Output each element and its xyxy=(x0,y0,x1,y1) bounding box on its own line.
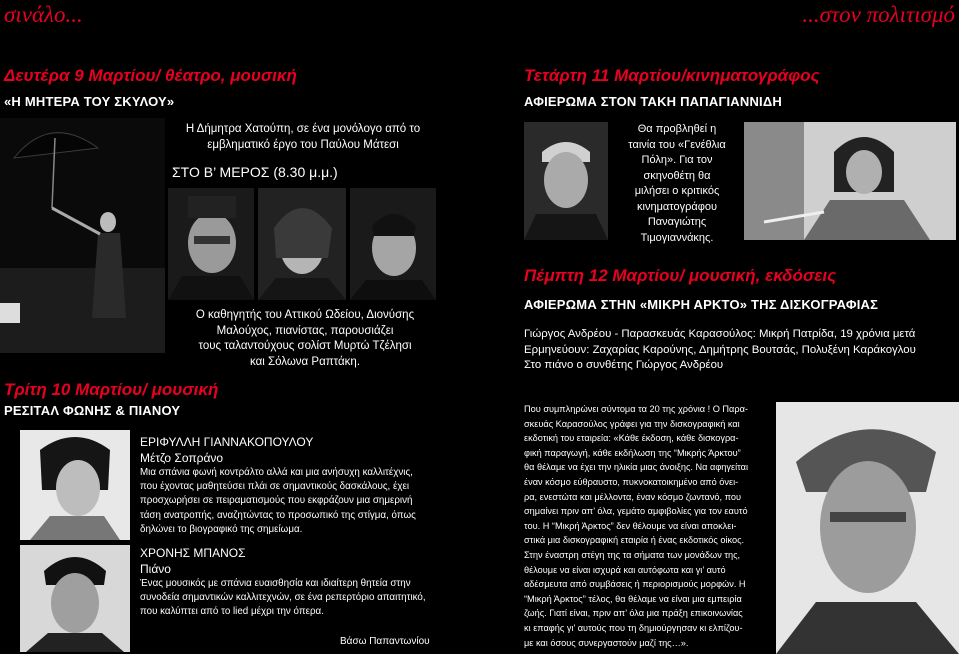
event-desc-monday xyxy=(172,122,434,153)
bio-line: που έχοντας μαθητεύσει πλάι σε σημαντικούς δασκάλους, έχει xyxy=(140,481,410,493)
quote-line: φική παραγωγή, κάθε εκδήλωση της “Μικρής Άρκτου” xyxy=(524,447,741,458)
artist-name: ΧΡΟΝΗΣ ΜΠΑΝΟΣ xyxy=(140,546,246,560)
photo-composer xyxy=(776,402,959,654)
event-heading-tuesday: Τρίτη 10 Μαρτίου/ μουσική xyxy=(4,380,219,399)
credit-line: Ερμηνεύουν: Ζαχαρίας Καρούνης, Δημήτρης Βουτσάς, Πολυξένη Καράκογλου xyxy=(524,343,916,356)
artist-bio xyxy=(140,466,440,537)
bio-line: Ένας μουσικός με σπάνια ευαισθησία και ιδιαίτερη θητεία στην xyxy=(140,578,411,589)
film-description xyxy=(612,122,742,246)
photo-film-still xyxy=(744,122,956,240)
album-credits xyxy=(524,327,916,374)
event-heading-wednesday: Τετάρτη 11 Μαρτίου/κινηματογράφος xyxy=(524,66,820,85)
artist-bio xyxy=(140,577,440,620)
quote-line: έναν κόσμο εύθραυστο, πυκνοκατοικημένο από όνει- xyxy=(524,476,739,487)
quote-line: του. Η “Μικρή Άρκτος” δεν θέλουμε να είναι αποκλει- xyxy=(524,520,737,531)
bio-line: συνοδεία σημαντικών καλλιτεχνών, σε ένα ρεπερτόριο απαιτητικό, xyxy=(140,592,426,604)
part-two-label: ΣΤΟ Β’ ΜΕΡΟΣ (8.30 μ.μ.) xyxy=(172,164,338,180)
desc-line: κινηματογράφου xyxy=(637,200,717,213)
photo-mezzo-soprano xyxy=(20,430,130,540)
soloists-caption xyxy=(172,308,438,370)
photo-pianist xyxy=(168,188,254,300)
desc-line: Πόλη». Για τον xyxy=(641,154,713,166)
author-signature: Βάσω Παπαντωνίου xyxy=(340,636,430,647)
caption-line: τους ταλαντούχους σολίστ Μυρτώ Τζέλησι xyxy=(198,340,412,352)
photo-soloist-female xyxy=(258,188,346,300)
event-heading-thursday: Πέμπτη 12 Μαρτίου/ μουσική, εκδόσεις xyxy=(524,266,837,285)
desc-line: εμβληματικό έργο του Παύλου Μάτεσι xyxy=(207,138,399,151)
desc-line: Η Δήμητρα Χατούπη, σε ένα μονόλογο από το xyxy=(185,123,421,135)
artist-block-mezzo xyxy=(140,434,440,537)
quote-line: “Μικρή Άρκτος” τέλος, θα θέλαμε να είναι μια εμπειρία xyxy=(524,593,742,604)
quote-line: σημαίνει πριν απ’ όλα, γεμάτο αμφιβολίες για τον εαυτό xyxy=(524,506,748,517)
caption-line: και Σόλωνα Ραπτάκη. xyxy=(249,355,361,368)
quote-line: εκδοτική του εταιρεία: «Κάθε έκδοση, κάθε δισκογρα- xyxy=(524,433,739,444)
photo-soloist-male xyxy=(350,188,436,300)
quote-line: κι επαφής γι’ αυτούς που τη δημιούργησαν κι ελπίζου- xyxy=(524,622,743,633)
quote-line: ζωής. Γιατί είναι, πριν απ’ όλα μια πράξη επικοινωνίας xyxy=(524,608,743,619)
desc-line: σκηνοθέτη θα xyxy=(643,169,711,182)
artist-role: Μέτζο Σοπράνο xyxy=(140,451,224,465)
event-heading-monday: Δευτέρα 9 Μαρτίου/ θέατρο, μουσική xyxy=(4,66,297,85)
quote-line: αδέσμευτα από συμβάσεις ή περιορισμούς μορφών. Η xyxy=(524,579,746,590)
credit-line: Στο πιάνο ο συνθέτης Γιώργος Ανδρέου xyxy=(524,359,724,371)
photo-pianist-banos xyxy=(20,545,130,652)
quote-line: στικά μια δισκογραφική εταιρία ή ένας εκδοτικός οίκος. xyxy=(524,535,745,546)
quote-line: Που συμπληρώνει σύντομα τα 20 της χρόνια ! Ο Παρα- xyxy=(524,404,748,414)
bio-line: δηλώνει το βιογραφικό της σημείωμα. xyxy=(140,523,303,535)
event-title-wednesday: ΑΦΙΕΡΩΜΑ ΣΤΟΝ ΤΑΚΗ ΠΑΠΑΓΙΑΝΝΙΔΗ xyxy=(524,94,782,109)
event-title-tuesday: ΡΕΣΙΤΑΛ ΦΩΝΗΣ & ΠΙΑΝΟΥ xyxy=(4,403,181,418)
section-label-right: ...στον πολιτισμό xyxy=(802,2,955,27)
desc-line: ταινία του «Γενέθλια xyxy=(628,138,726,151)
photo-actress-umbrella xyxy=(0,118,165,353)
bio-line: Μια σπάνια φωνή κοντράλτο αλλά και μια ανήσυχη καλλιτέχνις, xyxy=(140,467,413,478)
bio-line: τάση ανατροπής, αναζητώντας το προσωπικό της στίγμα, όπως xyxy=(140,509,416,521)
caption-line: Μαλούχος, πιανίστας, παρουσιάζει xyxy=(216,324,394,337)
label-quote xyxy=(524,402,774,650)
section-label-left: σινάλο... xyxy=(4,2,83,27)
desc-line: Θα προβληθεί η xyxy=(637,123,717,135)
desc-line: Τιμογιαννάκης. xyxy=(640,231,714,244)
quote-line: με και όσους συνεργαστούν μαζί της…». xyxy=(524,637,689,648)
quote-line: Στην έναστρη στέγη της τα σήματα των μονάδων της, xyxy=(524,549,741,560)
artist-role: Πιάνο xyxy=(140,562,171,576)
credit-line: Γιώργος Ανδρέου - Παρασκευάς Καρασούλος: Μικρή Πατρίδα, 19 χρόνια μετά xyxy=(524,328,916,340)
caption-line: Ο καθηγητής του Αττικού Ωδείου, Διονύσης xyxy=(195,309,415,321)
quote-line: σκευάς Καρασούλος γράφει για την δισκογραφική και xyxy=(524,418,740,429)
desc-line: μιλήσει ο κριτικός xyxy=(634,185,720,197)
event-title-monday: «Η ΜΗΤΕΡΑ ΤΟΥ ΣΚΥΛΟΥ» xyxy=(4,94,175,109)
desc-line: Παναγιώτης xyxy=(647,216,707,228)
artist-name: ΕΡΙΦΥΛΛΗ ΓΙΑΝΝΑΚΟΠΟΥΛΟΥ xyxy=(140,435,314,449)
artist-block-piano xyxy=(140,545,440,620)
event-title-thursday: ΑΦΙΕΡΩΜΑ ΣΤΗΝ «ΜΙΚΡΗ ΑΡΚΤΟ» ΤΗΣ ΔΙΣΚΟΓΡΑΦΙΑΣ xyxy=(524,297,879,312)
photo-director xyxy=(524,122,608,240)
bio-line: προσχωρήσει σε πειραματισμούς που εκφράζουν μια σημερινή xyxy=(140,495,413,507)
bio-line: που καλύπτει από το lied μέχρι την όπερα. xyxy=(140,606,324,618)
quote-line: ρα, ενεστώτα και μέλλοντα, έναν κόσμο ζωντανό, που xyxy=(524,491,741,502)
quote-line: θα θέλαμε να έχει την ηλικία μιας άνοιξης. Να αφηγείται xyxy=(524,462,748,473)
quote-line: θέλουμε να είναι ισχυρά και αυτόφωτα και γι’ αυτό xyxy=(524,564,726,575)
